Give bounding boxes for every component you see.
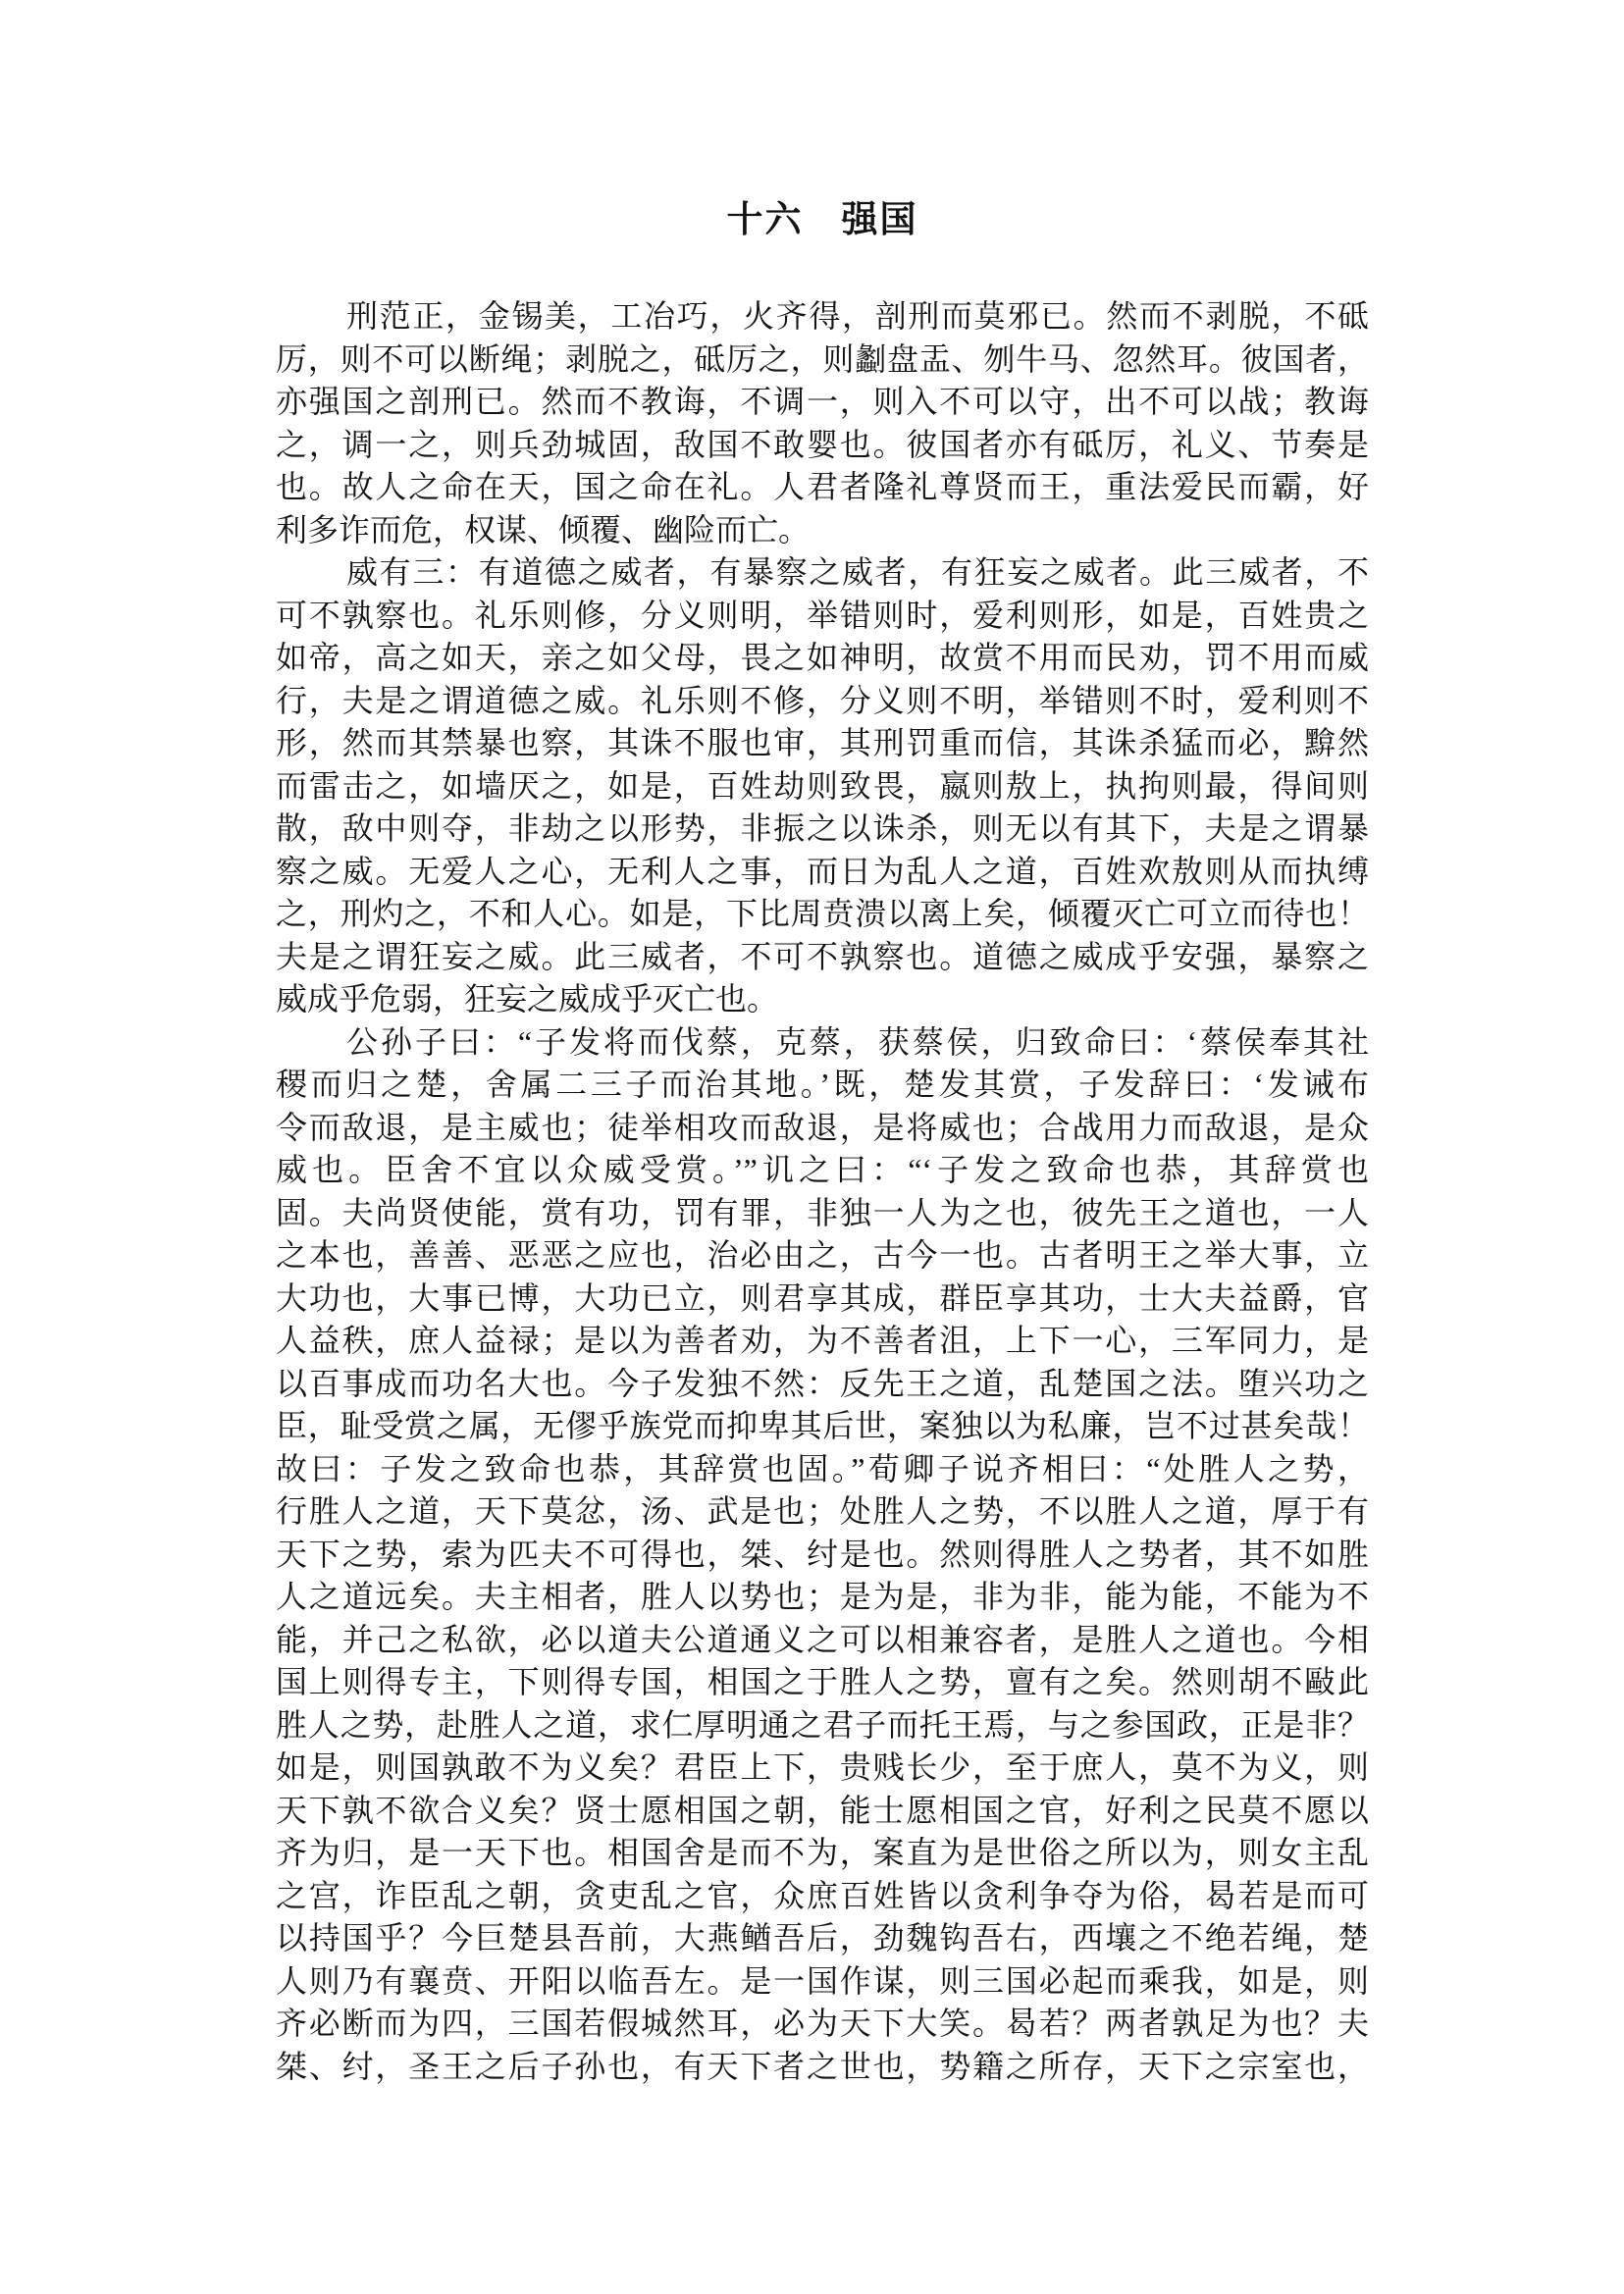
paragraph <box>276 1021 1369 2089</box>
document-body <box>276 295 1369 2088</box>
text-line: 也。故人之命在天，国之命在礼。人君者隆礼尊贤而王，重法爱民而霸，好 <box>276 469 1369 504</box>
text-line: 行，夫是之谓道德之威。礼乐则不修，分义则不明，举错则不时，爱利则不 <box>276 682 1369 718</box>
text-line: 齐必断而为四，三国若假城然耳，必为天下大笑。曷若？两者孰足为也？夫 <box>276 2006 1369 2041</box>
text-line: 固。夫尚贤使能，赏有功，罚有罪，非独一人为之也，彼先王之道也，一人 <box>276 1194 1369 1230</box>
text-line: 桀、纣，圣王之后子孙也，有天下者之世也，势籍之所存，天下之宗室也， <box>276 2048 1369 2084</box>
text-line: 如是，则国孰敢不为义矣？君臣上下，贵贱长少，至于庶人，莫不为义，则 <box>276 1749 1369 1785</box>
text-line: 人则乃有襄贲、开阳以临吾左。是一国作谋，则三国必起而乘我，如是，则 <box>276 1962 1369 1999</box>
text-line: 之，刑灼之，不和人心。如是，下比周贲溃以离上矣，倾覆灭亡可立而待也！ <box>276 896 1369 931</box>
text-line: 故曰：子发之致命也恭，其辞赏也固。”荀卿子说齐相曰：“处胜人之势， <box>276 1450 1369 1486</box>
text-line: 形，然而其禁暴也察，其诛不服也审，其刑罚重而信，其诛杀猛而必，黭然 <box>276 725 1369 760</box>
text-line: 夫是之谓狂妄之威。此三威者，不可不孰察也。道德之威成乎安强，暴察之 <box>276 938 1369 974</box>
paragraph <box>276 295 1369 551</box>
text-line: 国上则得专主，下则得专国，相国之于胜人之势，亶有之矣。然则胡不敺此 <box>276 1664 1369 1699</box>
text-block <box>276 0 1369 2088</box>
text-line: 人之道远矣。夫主相者，胜人以势也；是为是，非为非，能为能，不能为不 <box>276 1579 1369 1614</box>
text-line: 而雷击之，如墙厌之，如是，百姓劫则致畏，嬴则敖上，执拘则最，得间则 <box>276 767 1369 804</box>
text-line: 厉，则不可以断绳；剥脱之，砥厉之，则劙盘盂、刎牛马、忽然耳。彼国者， <box>276 340 1369 377</box>
chapter-title: 十六 强国 <box>726 200 918 240</box>
text-line: 利多诈而危，权谋、倾覆、幽险而亡。 <box>276 511 811 547</box>
text-line: 人益秩，庶人益禄；是以为善者劝，为不善者沮，上下一心，三军同力，是 <box>276 1323 1369 1358</box>
text-line: 散，敌中则夺，非劫之以形势，非振之以诛杀，则无以有其下，夫是之谓暴 <box>276 810 1369 846</box>
text-line: 臣，耻受赏之属，无僇乎族党而抑卑其后世，案独以为私廉，岂不过甚矣哉！ <box>276 1408 1369 1443</box>
paragraph <box>276 551 1369 1021</box>
text-line: 之，调一之，则兵劲城固，敌国不敢婴也。彼国者亦有砥厉，礼义、节奏是 <box>276 426 1369 462</box>
text-line: 能，并己之私欲，必以道夫公道通义之可以相兼容者，是胜人之道也。今相 <box>276 1621 1369 1657</box>
text-line: 胜人之势，赴胜人之道，求仁厚明通之君子而托王焉，与之参国政，正是非？ <box>276 1706 1369 1743</box>
text-line: 以百事成而功名大也。今子发独不然：反先王之道，乱楚国之法。堕兴功之 <box>276 1365 1369 1401</box>
text-line: 如帝，高之如天，亲之如父母，畏之如神明，故赏不用而民劝，罚不用而威 <box>276 640 1369 675</box>
text-line: 天下之势，索为匹夫不可得也，桀、纣是也。然则得胜人之势者，其不如胜 <box>276 1536 1369 1572</box>
text-line: 公孙子曰：“子发将而伐蔡，克蔡，获蔡侯，归致命曰：‘蔡侯奉其社 <box>346 1023 1369 1060</box>
text-line: 以持国乎？今巨楚县吾前，大燕䲡吾后，劲魏钩吾右，西壤之不绝若绳，楚 <box>276 1920 1369 1955</box>
text-line: 可不孰察也。礼乐则修，分义则明，举错则时，爱利则形，如是，百姓贵之 <box>276 597 1369 633</box>
text-line: 察之威。无爱人之心，无利人之事，而日为乱人之道，百姓欢敖则从而执缚 <box>276 853 1369 889</box>
text-line: 稷而归之楚，舍属二三子而治其地。’既，楚发其赏，子发辞曰：‘发诫布 <box>276 1067 1369 1102</box>
text-line: 天下孰不欲合义矣？贤士愿相国之朝，能士愿相国之官，好利之民莫不愿以 <box>276 1792 1369 1828</box>
text-line: 威成乎危弱，狂妄之威成乎灭亡也。 <box>276 981 779 1017</box>
text-line: 亦强国之剖刑已。然而不教诲，不调一，则入不可以守，出不可以战；教诲 <box>276 384 1369 419</box>
text-line: 威也。臣舍不宜以众威受赏。’”讥之曰：“‘子发之致命也恭，其辞赏也 <box>276 1152 1369 1187</box>
text-line: 威有三：有道德之威者，有暴察之威者，有狂妄之威者。此三威者，不 <box>346 554 1369 590</box>
text-line: 之本也，善善、恶恶之应也，治必由之，古今一也。古者明王之举大事，立 <box>276 1237 1369 1273</box>
text-line: 行胜人之道，天下莫忿，汤、武是也；处胜人之势，不以胜人之道，厚于有 <box>276 1493 1369 1529</box>
text-line: 齐为归，是一天下也。相国舍是而不为，案直为是世俗之所以为，则女主乱 <box>276 1835 1369 1870</box>
text-line: 令而敌退，是主威也；徒举相攻而敌退，是将威也；合战用力而敌退，是众 <box>276 1109 1369 1145</box>
text-line: 大功也，大事已博，大功已立，则君享其成，群臣享其功，士大夫益爵，官 <box>276 1279 1369 1316</box>
text-line: 刑范正，金锡美，工冶巧，火齐得，剖刑而莫邪已。然而不剥脱，不砥 <box>346 298 1369 334</box>
text-line: 之宫，诈臣乱之朝，贪吏乱之官，众庶百姓皆以贪利争夺为俗，曷若是而可 <box>276 1877 1369 1913</box>
